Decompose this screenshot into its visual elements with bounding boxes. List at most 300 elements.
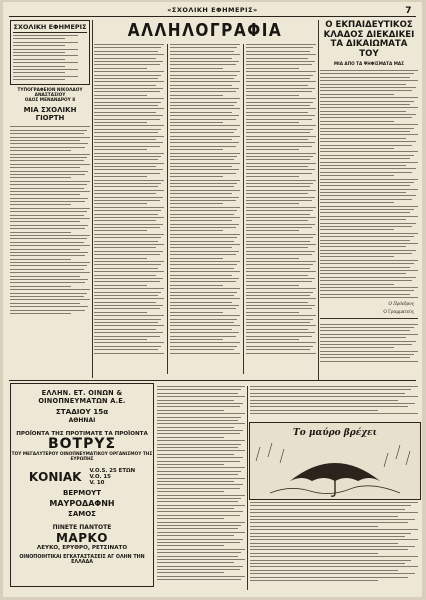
- text-line: [94, 220, 156, 221]
- text-line: [246, 112, 308, 113]
- text-line: [320, 297, 418, 298]
- text-line: [320, 212, 410, 213]
- mail-column-3: [246, 44, 316, 382]
- text-line: [246, 88, 315, 89]
- text-line: [170, 163, 240, 164]
- text-line: [94, 237, 161, 238]
- text-line: [320, 344, 412, 345]
- text-line: [94, 95, 147, 96]
- text-line: [157, 417, 241, 418]
- text-line: [320, 250, 416, 251]
- text-line: [320, 246, 406, 247]
- text-line: [170, 325, 240, 326]
- second-article-heading: [320, 318, 418, 321]
- text-line: [170, 203, 223, 204]
- text-line: [320, 90, 412, 91]
- text-line: [250, 573, 415, 574]
- teachers-section: [320, 20, 418, 380]
- text-line: [157, 562, 234, 563]
- text-line: [157, 474, 238, 475]
- text-line: [170, 312, 223, 313]
- text-line: [320, 114, 416, 115]
- text-line: [94, 332, 163, 333]
- text-line: [246, 339, 299, 340]
- text-line: [246, 95, 299, 96]
- text-line: [94, 180, 164, 181]
- text-line: [94, 247, 156, 248]
- text-line: [320, 80, 418, 81]
- text-line: [94, 241, 158, 242]
- text-line: [250, 556, 418, 557]
- text-line: [246, 68, 299, 69]
- text-line: [94, 244, 164, 245]
- text-line: [320, 172, 412, 173]
- text-line: [10, 211, 87, 212]
- text-line: [170, 247, 232, 248]
- text-line: [94, 298, 164, 299]
- text-line: [170, 129, 237, 130]
- text-line: [157, 542, 240, 543]
- text-line: [170, 292, 237, 293]
- text-line: [250, 403, 415, 404]
- text-line: [320, 209, 414, 210]
- text-line: [157, 515, 240, 516]
- text-line: [10, 238, 87, 239]
- text-line: [246, 319, 313, 320]
- text-line: [170, 88, 239, 89]
- text-line: [320, 87, 416, 88]
- text-line: [246, 115, 315, 116]
- text-line: [170, 349, 234, 350]
- text-line: [250, 502, 418, 503]
- text-line: [170, 254, 236, 255]
- text-line: [94, 312, 147, 313]
- text-line: [10, 130, 87, 131]
- text-line: [320, 97, 418, 98]
- text-line: [94, 115, 163, 116]
- ad-brand-desc: ΤΟΥ ΜΕΓΑΛΥΤΕΡΟΥ ΟΙΝΟΠΝΕΥΜΑΤΙΚΟΥ ΟΡΓΑΝΙΣΜΟΥ ΤΗΣ ΕΥΡΩΠΗΣ: [11, 452, 153, 462]
- text-line: [320, 185, 410, 186]
- text-line: [10, 204, 71, 205]
- text-line: [246, 156, 313, 157]
- text-line: [320, 162, 418, 163]
- text-line: [94, 261, 164, 262]
- text-line: [246, 308, 312, 309]
- text-line: [157, 437, 224, 438]
- text-line: [170, 98, 240, 99]
- text-line: [157, 478, 245, 479]
- text-line: [246, 268, 310, 269]
- text-line: [94, 271, 164, 272]
- text-line: [320, 260, 418, 261]
- text-line: [320, 253, 412, 254]
- text-line: [170, 332, 239, 333]
- text-line: [246, 224, 315, 225]
- ad-grade-vo: V.O. 15: [89, 474, 111, 480]
- ad-konjak: ΚΟΝΙΑΚ: [28, 470, 82, 484]
- text-line: [320, 202, 394, 203]
- text-line: [170, 47, 237, 48]
- text-line: [246, 281, 312, 282]
- text-line: [13, 59, 65, 60]
- text-line: [320, 277, 416, 278]
- text-line: [157, 444, 241, 445]
- text-line: [246, 129, 313, 130]
- ad-drink: ΠΙΝΕΤΕ ΠΑΝΤΟΤΕ: [52, 524, 112, 531]
- text-line: [170, 166, 232, 167]
- text-line: [170, 217, 240, 218]
- text-line: [157, 457, 243, 458]
- text-line: [246, 302, 308, 303]
- text-line: [170, 105, 234, 106]
- text-line: [94, 156, 161, 157]
- text-line: [320, 94, 394, 95]
- text-line: [157, 400, 234, 401]
- top-rule: [9, 16, 416, 17]
- text-line: [157, 552, 241, 553]
- ad-factories: ΟΙΝΟΠΟΙΗΤΙΚΑΙ ΕΓΚΑΤΑΣΤΑΣΕΙΣ ΑΓ ΟΛΗΝ ΤΗΝ ΕΛΛΑΔΑ: [19, 555, 145, 565]
- text-line: [170, 190, 240, 191]
- newspaper-page: [3, 2, 422, 597]
- text-line: [10, 242, 84, 243]
- text-line: [170, 85, 232, 86]
- text-line: [94, 58, 156, 59]
- text-line: [246, 75, 313, 76]
- text-line: [94, 200, 160, 201]
- text-line: [320, 84, 406, 85]
- text-line: [157, 433, 240, 434]
- text-line: [250, 529, 418, 530]
- text-line: [170, 298, 240, 299]
- text-line: [250, 509, 405, 510]
- text-line: [246, 81, 316, 82]
- text-line: [246, 146, 312, 147]
- text-line: [170, 81, 240, 82]
- ad-city: ΑΘΗΝΑΙ: [68, 417, 96, 424]
- text-line: [170, 108, 240, 109]
- text-line: [320, 111, 406, 112]
- text-line: [94, 169, 163, 170]
- text-line: [10, 262, 90, 263]
- text-line: [250, 536, 405, 537]
- text-line: [170, 224, 239, 225]
- mail-columns: [94, 44, 316, 382]
- text-line: [320, 243, 418, 244]
- text-line: [10, 133, 84, 134]
- text-line: [94, 75, 161, 76]
- text-line: [157, 535, 234, 536]
- text-line: [94, 217, 164, 218]
- text-line: [320, 151, 418, 152]
- text-line: [94, 278, 163, 279]
- text-line: [250, 410, 378, 411]
- text-line: [10, 143, 88, 144]
- text-line: [10, 215, 84, 216]
- text-line: [246, 244, 316, 245]
- text-line: [246, 315, 316, 316]
- text-line: [157, 545, 224, 546]
- text-line: [10, 201, 85, 202]
- text-line: [157, 522, 245, 523]
- text-line: [157, 450, 245, 451]
- teachers-signature-president: Ο Πρόεδρος: [388, 300, 414, 306]
- text-line: [94, 268, 158, 269]
- text-line: [170, 281, 236, 282]
- text-line: [10, 279, 88, 280]
- text-line: [320, 236, 414, 237]
- text-line: [246, 105, 310, 106]
- text-line: [246, 169, 315, 170]
- text-line: [10, 303, 80, 304]
- text-line: [170, 146, 236, 147]
- text-line: [94, 227, 160, 228]
- text-line: [170, 159, 234, 160]
- text-line: [320, 131, 410, 132]
- text-line: [320, 101, 414, 102]
- text-line: [157, 471, 241, 472]
- text-line: [13, 52, 65, 53]
- text-line: [246, 142, 315, 143]
- text-line: [94, 81, 164, 82]
- ad-bermouth: ΒΕΡΜΟΥΤ: [62, 489, 101, 497]
- text-line: [94, 88, 163, 89]
- ad-samos: ΣΑΜΟΣ: [68, 510, 96, 518]
- text-line: [94, 224, 163, 225]
- text-line: [94, 197, 163, 198]
- text-line: [170, 339, 223, 340]
- text-line: [320, 219, 406, 220]
- printing-office: ΤΥΠΟΓΡΑΦΕΙΟΝ ΝΙΚΟΛΑΟΥ ΑΝΑΣΤΑΣΙΟΥ ΟΔΟΣ ΜΕΝΑΝΔΡΟΥ 8: [17, 88, 83, 104]
- text-line: [250, 396, 418, 397]
- ad-mavrodafni: ΜΑΥΡΟΔΑΦΝΗ: [49, 499, 115, 508]
- text-line: [170, 322, 234, 323]
- text-line: [246, 159, 310, 160]
- text-line: [246, 349, 310, 350]
- text-line: [10, 137, 90, 138]
- text-line: [157, 488, 240, 489]
- text-line: [246, 261, 316, 262]
- text-line: [94, 336, 160, 337]
- wine-advertisement: [10, 383, 154, 587]
- text-line: [94, 281, 160, 282]
- text-line: [320, 107, 418, 108]
- text-line: [170, 353, 240, 354]
- text-line: [94, 125, 164, 126]
- text-line: [170, 95, 223, 96]
- text-line: [320, 284, 394, 285]
- section-rule: [9, 380, 416, 381]
- text-line: [94, 353, 164, 354]
- text-line: [10, 296, 84, 297]
- text-line: [94, 146, 160, 147]
- text-line: [320, 223, 416, 224]
- text-line: [320, 192, 406, 193]
- text-line: [320, 148, 394, 149]
- text-line: [10, 154, 90, 155]
- text-line: [246, 292, 313, 293]
- text-line: [246, 102, 313, 103]
- text-line: [170, 169, 239, 170]
- text-line: [157, 508, 234, 509]
- text-line: [157, 454, 234, 455]
- text-line: [246, 139, 308, 140]
- text-line: [94, 288, 164, 289]
- page-number: 7: [405, 6, 412, 16]
- text-line: [250, 543, 398, 544]
- text-line: [170, 115, 239, 116]
- text-line: [246, 176, 299, 177]
- text-line: [170, 197, 239, 198]
- text-line: [246, 275, 308, 276]
- text-line: [320, 158, 410, 159]
- text-line: [170, 251, 239, 252]
- text-line: [170, 68, 223, 69]
- text-line: [94, 319, 161, 320]
- text-line: [157, 420, 238, 421]
- text-line: [246, 346, 313, 347]
- text-line: [320, 256, 394, 257]
- text-line: [157, 413, 245, 414]
- text-line: [320, 195, 416, 196]
- text-line: [320, 341, 416, 342]
- text-line: [320, 357, 410, 358]
- text-line: [13, 42, 78, 43]
- text-line: [157, 539, 243, 540]
- text-line: [170, 186, 234, 187]
- text-line: [170, 180, 240, 181]
- text-line: [94, 251, 163, 252]
- text-line: [320, 361, 418, 362]
- mail-column-1: [94, 44, 164, 382]
- text-line: [170, 78, 234, 79]
- text-line: [10, 276, 80, 277]
- text-line: [320, 189, 418, 190]
- text-line: [246, 136, 316, 137]
- text-line: [320, 138, 406, 139]
- text-line: [246, 329, 308, 330]
- text-line: [320, 327, 414, 328]
- ad-marko: ΜΑΡΚΟ: [55, 531, 109, 545]
- text-line: [157, 525, 241, 526]
- text-line: [250, 577, 408, 578]
- text-line: [246, 125, 316, 126]
- text-line: [157, 579, 241, 580]
- text-line: [246, 163, 316, 164]
- text-line: [170, 258, 223, 259]
- text-line: [320, 337, 406, 338]
- text-line: [13, 69, 78, 70]
- text-line: [170, 54, 240, 55]
- text-line: [320, 267, 410, 268]
- text-line: [157, 389, 241, 390]
- text-line: [246, 305, 315, 306]
- text-line: [13, 66, 65, 67]
- text-line: [320, 70, 418, 71]
- text-line: [157, 511, 243, 512]
- text-line: [250, 580, 378, 581]
- text-line: [170, 244, 240, 245]
- text-line: [170, 241, 234, 242]
- text-line: [320, 145, 412, 146]
- mail-column-2: [170, 44, 240, 382]
- ad-konjak-row: [11, 468, 153, 486]
- text-line: [246, 322, 310, 323]
- teachers-title: Ο ΕΚΠΑΙΔΕΥΤΙΚΟΣ ΚΛΑΔΟΣ ΔΙΕΚΔΙΚΕΙ ΤΑ ΔΙΚΑΙΩΜΑΤΑ ΤΟΥ: [323, 20, 415, 59]
- text-line: [250, 519, 415, 520]
- text-line: [10, 255, 85, 256]
- ad-grades: [89, 468, 135, 486]
- text-line: [170, 136, 240, 137]
- text-line: [320, 128, 414, 129]
- text-line: [320, 117, 412, 118]
- text-line: [10, 164, 90, 165]
- text-line: [94, 176, 147, 177]
- text-line: [94, 105, 158, 106]
- text-line: [170, 173, 236, 174]
- text-line: [94, 214, 158, 215]
- masthead-box: [10, 20, 90, 85]
- text-line: [10, 198, 88, 199]
- text-line: [320, 155, 414, 156]
- text-line: [94, 91, 160, 92]
- text-line: [157, 464, 224, 465]
- text-line: [94, 78, 158, 79]
- text-line: [157, 393, 238, 394]
- text-line: [10, 310, 85, 311]
- text-line: [170, 119, 236, 120]
- text-line: [13, 49, 78, 50]
- column-rule: [318, 20, 319, 380]
- text-line: [320, 324, 418, 325]
- text-line: [13, 55, 78, 56]
- teachers-body: [320, 70, 418, 298]
- text-line: [94, 122, 147, 123]
- text-line: [320, 165, 406, 166]
- text-line: [320, 121, 394, 122]
- text-line: [94, 159, 158, 160]
- text-line: [246, 207, 316, 208]
- text-line: [10, 184, 87, 185]
- text-line: [170, 75, 237, 76]
- text-line: [94, 64, 160, 65]
- text-line: [246, 98, 316, 99]
- text-line: [250, 566, 418, 567]
- text-line: [246, 353, 316, 354]
- text-line: [10, 293, 87, 294]
- text-line: [246, 230, 299, 231]
- text-line: [10, 191, 90, 192]
- text-line: [157, 495, 245, 496]
- text-line: [170, 319, 237, 320]
- text-line: [250, 406, 408, 407]
- text-line: [157, 440, 245, 441]
- text-line: [94, 47, 161, 48]
- column-rule: [243, 44, 244, 374]
- text-line: [94, 275, 156, 276]
- text-line: [246, 71, 316, 72]
- text-line: [246, 183, 313, 184]
- text-line: [250, 563, 405, 564]
- text-line: [250, 389, 411, 390]
- text-line: [170, 139, 232, 140]
- text-line: [157, 423, 245, 424]
- ad-products-intro: ΠΡΟΪΟΝΤΑ ΤΗΣ ΠΡΟΤΙΜΑΤΕ ΤΑ ΠΡΟΪΟΝΤΑ: [16, 431, 148, 437]
- text-line: [94, 203, 147, 204]
- text-line: [246, 214, 310, 215]
- text-line: [246, 149, 299, 150]
- text-line: [246, 166, 308, 167]
- text-line: [170, 132, 234, 133]
